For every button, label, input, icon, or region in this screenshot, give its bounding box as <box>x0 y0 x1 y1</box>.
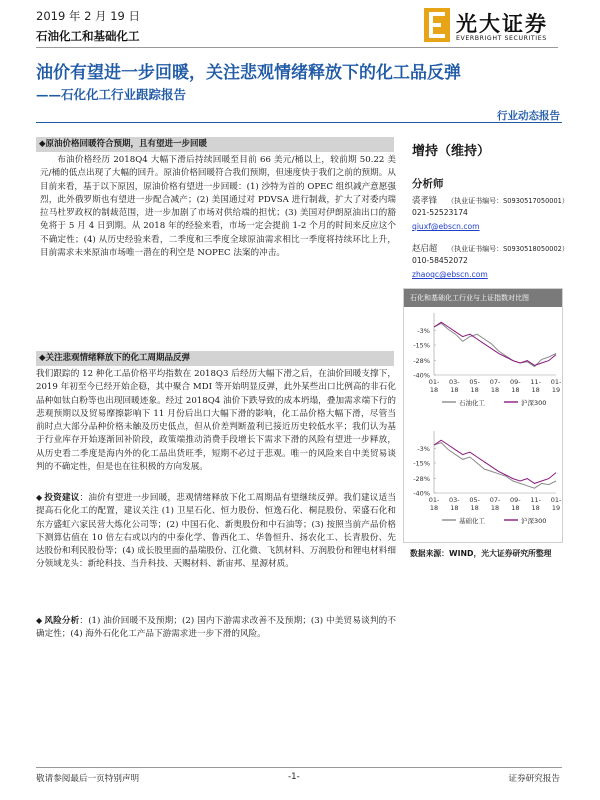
analyst-1-license: S0930517050001） <box>503 197 569 205</box>
analyst-2-name: 赵启超 <box>412 243 438 253</box>
analyst-2-email-link[interactable]: zhaoqc@ebscn.com <box>412 270 488 279</box>
x-tick-label: 05- <box>469 496 480 504</box>
x-tick-label: 09- <box>510 378 521 386</box>
analyst-1-email-link[interactable]: qiuxf@ebscn.com <box>412 222 480 231</box>
series-line-基础化工 <box>434 443 556 489</box>
x-tick-label: 07- <box>489 378 501 386</box>
x-tick-label: 01- <box>428 496 440 504</box>
analyst-2-phone: 010-58452072 <box>412 256 468 265</box>
x-tick-label: 18 <box>450 504 459 512</box>
page-number: -1- <box>288 772 300 782</box>
y-tick-label: -15% <box>413 459 430 468</box>
logo-text-en: EVERBRIGHT SECURITIES <box>456 35 547 42</box>
x-tick-label: 19 <box>551 386 561 394</box>
logo-mark-icon <box>424 8 450 42</box>
x-tick-label: 18 <box>429 386 439 394</box>
x-tick-label: 09- <box>510 496 521 504</box>
chart-source: 数据来源：WIND，光大证券研究所整理 <box>410 549 552 558</box>
header-divider <box>36 47 558 48</box>
x-tick-label: 18 <box>490 386 500 394</box>
risk-analysis-text: 风险分析：(1) 油价回暖不及预期；(2) 国内下游需求改善不及预期；(3) 中美贸易谈判的不确定性；(4) 海外石化化工产品下游需求进一步下滑的风险。 <box>36 616 396 640</box>
paragraph-risk-analysis <box>36 614 396 642</box>
analyst-1-license-label: （执业证书编号： <box>447 197 504 205</box>
series-line-沪深300 <box>434 322 556 365</box>
report-date: 2019 年 2 月 19 日 <box>36 9 140 23</box>
y-tick-label: -15% <box>413 341 430 350</box>
logo-text-cn: 光大证券 <box>456 11 548 36</box>
x-tick-label: 11- <box>530 378 541 386</box>
analyst-1-name-line <box>412 194 568 206</box>
title-divider <box>36 122 562 123</box>
x-tick-label: 03- <box>449 378 460 386</box>
x-tick-label: 18 <box>511 504 520 512</box>
x-tick-label: 05- <box>469 378 480 386</box>
x-tick-label: 18 <box>511 386 520 394</box>
analyst-heading: 分析师 <box>412 178 444 190</box>
report-type-label: 行业动态报告 <box>497 110 560 122</box>
diamond-bullet-icon: ◆ <box>36 493 43 502</box>
analyst-1-phone: 021-52523174 <box>412 208 468 217</box>
x-tick-label: 18 <box>470 504 479 512</box>
legend-label: 基础化工 <box>459 517 485 525</box>
x-tick-label: 11- <box>530 496 541 504</box>
analyst-2-license: S0930518050002） <box>503 245 569 253</box>
footer-disclaimer: 敬请参阅最后一页特别声明 <box>36 774 140 784</box>
x-tick-label: 01- <box>428 378 440 386</box>
paragraph-lead: 风险分析 <box>44 616 80 626</box>
analyst-1-name: 裘孝锋 <box>412 195 438 205</box>
x-tick-label: 03- <box>449 496 460 504</box>
analyst-2-name-line <box>412 242 568 254</box>
x-tick-label: 07- <box>489 496 501 504</box>
report-title: 油价有望进一步回暖，关注悲观情绪释放下的化工品反弹 <box>36 63 461 83</box>
x-tick-label: 01- <box>550 496 562 504</box>
paragraph-lead: 投资建议 <box>44 493 80 503</box>
y-tick-label: -40% <box>413 489 430 498</box>
x-tick-label: 18 <box>450 386 459 394</box>
legend-label: 石油化工 <box>459 399 485 407</box>
x-tick-label: 18 <box>490 504 500 512</box>
analyst-2-license-label: （执业证书编号： <box>447 245 504 253</box>
section-heading-oil: ◆原油价格回暖符合预期，且有望进一步回暖 <box>36 137 394 152</box>
report-subtitle: ——石化化工行业跟踪报告 <box>36 87 187 102</box>
chart-title: 石化和基础化工行业与上证指数对比图 <box>404 289 562 307</box>
comparison-chart-box <box>403 288 563 543</box>
footer-divider <box>36 767 562 768</box>
x-tick-label: 18 <box>531 386 540 394</box>
y-tick-label: -28% <box>413 475 430 484</box>
x-tick-label: 01- <box>550 378 562 386</box>
comparison-charts <box>404 307 562 543</box>
company-logo <box>424 8 564 44</box>
x-tick-label: 19 <box>551 504 561 512</box>
x-tick-label: 18 <box>429 504 439 512</box>
legend-label: 沪深300 <box>521 517 547 525</box>
y-tick-label: -3% <box>417 445 430 454</box>
series-line-沪深300 <box>434 440 556 483</box>
rating-label: 增持（维持） <box>412 144 491 159</box>
diamond-bullet-icon: ◆ <box>36 616 43 625</box>
y-tick-label: -40% <box>413 371 430 380</box>
paragraph-oil-outlook: 布油价格经历 2018Q4 大幅下滑后持续回暖至目前 66 美元/桶以上，较前期 50.22 美元/桶的低点出现了大幅的回升。原油价格回暖符合我们预期，但速度快于我们之前的预期。从目前来看，基于以下原因，原油价格有望进一步回暖：(1) 沙特为首的 OPEC 组织减产意愿强烈，此外俄罗斯也有望进一步配合减产；(2) 美国通过对 PDVSA 进行制裁，扩大了对委内瑞拉马杜罗政权的制裁范围，进一步加剧了市场对供给端的担忧；(3) 美国对伊朗原油出口的豁免将于 5 月 4 日到期。从 2018 年的经验来看，市场一定会提前 1-2 个月的时间来反应这个不确定性；(4) 从历史经验来看，二季度和三季度全球原油需求相比一季度将持续环比上升，目前需求未来原油市场唯一潜在的利空是 NOPEC 法案的冲击。 <box>40 155 396 259</box>
sector-label: 石油化工和基础化工 <box>36 29 140 43</box>
x-tick-label: 18 <box>531 504 540 512</box>
y-tick-label: -28% <box>413 357 430 366</box>
y-tick-label: -3% <box>417 327 430 336</box>
paragraph-investment-advice <box>36 491 396 572</box>
x-tick-label: 18 <box>470 386 479 394</box>
paragraph-chemical-rebound: 我们跟踪的 12 种化工品价格平均指数在 2018Q3 后经历大幅下滑之后，在油价回暖支撑下，2019 年初至今已经开始企稳，其中聚合 MDI 等开始明显反弹，此外某些出口比例高的非石化品种如钛白粉等也出现回暖迹象。经过 2018Q4 油价下跌导致的成本坍塌，叠加需求端下行的悲观预期以及贸易摩擦影响下 11 月份后出口大幅下滑的影响，化工品价格大幅下滑，尽管当前时点大部分品种价格未触及历史低点，但从价差判断盈利已接近历史较低水平；我们认为基于行业库存开始逐渐回补阶段，政策端推动消费手段增长下需求下滑的风险有望进一步释放，从历史看二季度是海内外的化工品出货旺季，短期不必过于悲观。唯一的风险来自中美贸易谈判的不确定性，但是也在往积极的方向发展。 <box>36 369 396 473</box>
investment-advice-text: 投资建议：油价有望进一步回暖，悲观情绪释放下化工周期品有望继续反弹。我们建议适当提高石化化工的配置，建议关注 (1) 卫星石化、恒力股份、恒逸石化、桐昆股份、荣盛石化和东方盛虹六家民营大炼化公司等；(2) 中国石化、新奥股份和中石油等；(3) 按照当前产品价格下测算估值在 10 倍左右或以内的中泰化学、鲁西化工、华鲁恒升、扬农化工、长青股份、先达股份和利民股份等；(4) 成长股里面的晶瑞股份、江化微、飞凯材料、万润股份和锂电材料细分领域龙头：新纶科技、当升科技、天赐材料、新宙邦、星源材质。 <box>36 493 396 570</box>
section-heading-chemicals: ◆关注悲观情绪释放下的化工周期品反弹 <box>36 351 394 366</box>
legend-label: 沪深300 <box>521 399 547 407</box>
footer-report-label: 证券研究报告 <box>508 774 560 784</box>
